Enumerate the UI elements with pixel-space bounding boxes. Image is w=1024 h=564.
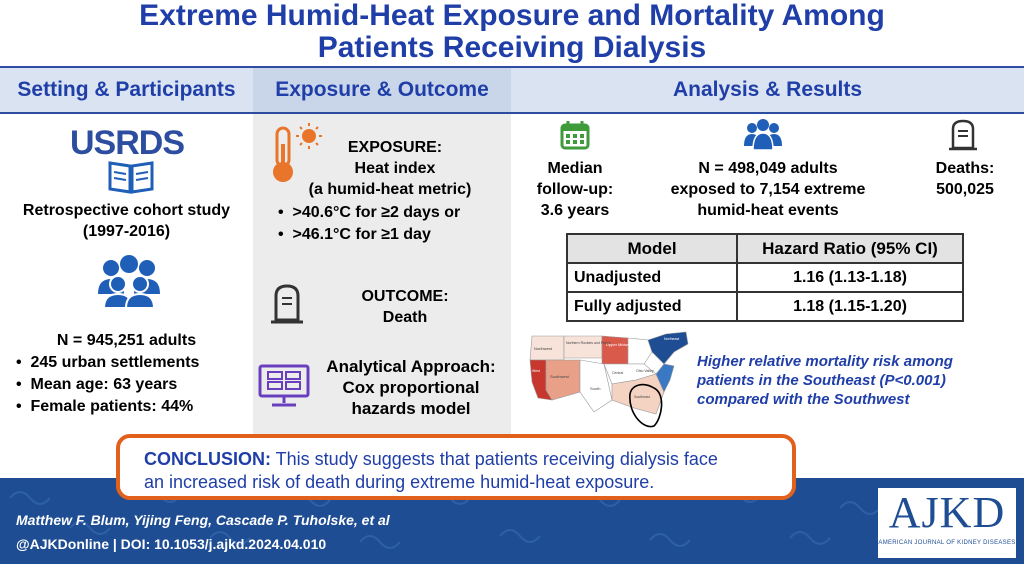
computer-analysis-icon [258,364,310,408]
approach-line2: Cox proportional [342,378,480,397]
followup-line3: 3.6 years [540,202,610,219]
study-design-line1: Retrospective cohort study [22,202,231,219]
usrds-logo [70,124,184,163]
title-line-1: Extreme Humid-Heat Exposure and Mortality Among [139,0,885,32]
map-label-west: West [532,369,540,373]
setting-bullet-3: • Female patients: 44% [16,398,194,415]
deaths-label: Deaths: [935,160,995,177]
ajkd-logo-text: AJKD [888,488,1006,537]
people-icon [744,118,782,152]
exposure-heading: EXPOSURE: [347,139,443,156]
regional-note-line2: patients in the Southeast (P<0.001) [697,372,946,389]
exposed-cohort-line3: humid-heat events [697,202,839,219]
header-exposure: Exposure & Outcome [253,68,511,112]
regional-finding-note [697,352,1017,409]
hazard-ratio-table [566,233,964,322]
regional-note-line1: Higher relative mortality risk among [697,353,953,370]
map-label-southeast: Southeast [634,395,650,399]
exposure-block [320,137,470,179]
outcome-value: Death [382,309,428,326]
footer-doi[interactable]: @AJKDonline | DOI: 10.1053/j.ajkd.2024.04.010 [16,536,327,552]
exposed-cohort-line2: exposed to 7,154 extreme [670,181,866,198]
setting-bullet-1: • 245 urban settlements [16,354,200,371]
conclusion-box [116,434,796,500]
map-label-upper-midwest: Upper Midwest [606,342,633,347]
table-row [567,292,963,321]
followup-line1: Median [547,160,603,177]
setting-bullet-2-text: Mean age: 63 years [30,376,178,393]
setting-bullet-1-text: 245 urban settlements [30,354,200,371]
map-label-northern-rockies: Northern Rockies and Plains [566,341,611,345]
conclusion-label: CONCLUSION: [144,449,271,469]
table-cell-hr: 1.18 (1.15-1.20) [737,292,963,321]
infographic-title [0,0,1024,64]
followup-line2: follow-up: [536,181,614,198]
table-cell-model: Fully adjusted [567,292,737,321]
map-label-northeast: Northeast [664,337,680,341]
header-setting: Setting & Participants [17,78,236,101]
approach-line3: hazards model [351,399,471,418]
ajkd-logo-subtitle: AMERICAN JOURNAL OF KIDNEY DISEASES [878,540,1016,546]
table-cell-model: Unadjusted [567,263,737,292]
book-icon [108,160,154,194]
map-label-south: South [590,386,601,391]
title-line-2: Patients Receiving Dialysis [317,31,707,64]
setting-bullet-2: • Mean age: 63 years [16,376,178,393]
outcome-heading: OUTCOME: [361,288,449,305]
people-group-icon [96,254,162,308]
exposure-bullet-2-text: >46.1°C for ≥1 day [292,226,431,243]
map-label-northwest: Northwest [534,346,553,351]
study-design [0,200,253,242]
header-analysis: Analysis & Results [672,78,863,101]
conclusion-text-1: This study suggests that patients receiving dialysis face [271,449,718,469]
table-cell-hr: 1.16 (1.13-1.18) [737,263,963,292]
conclusion-text-2: an increased risk of death during extreme humid-heat exposure. [144,472,655,492]
table-row [567,263,963,292]
study-design-line2: (1997-2016) [82,223,171,240]
table-header-model: Model [567,234,737,263]
exposure-metric: Heat index [354,160,436,177]
deaths-block [915,158,1015,200]
ajkd-logo [878,488,1016,558]
section-header-bar [0,66,1024,114]
followup-block [525,158,625,221]
tombstone-icon [270,282,304,326]
table-header-hr: Hazard Ratio (95% CI) [737,234,963,263]
cohort-size: N = 945,251 adults [56,332,197,349]
calendar-icon [560,120,590,150]
exposed-cohort-line1: N = 498,049 adults [698,160,838,177]
approach-block [312,356,510,419]
exposure-bullet-2: • >46.1°C for ≥1 day [278,226,431,243]
setting-bullet-3-text: Female patients: 44% [30,398,194,415]
tombstone-icon [948,118,978,152]
exposure-metric-desc: (a humid-heat metric) [308,181,472,198]
deaths-value: 500,025 [936,181,994,198]
conclusion-line1 [144,448,792,471]
table-header-row [567,234,963,263]
exposed-cohort-block [650,158,886,221]
usrds-logo-text: USRDS [70,124,185,162]
thermometer-sun-icon [265,122,325,184]
exposure-bullet-1-text: >40.6°C for ≥2 days or [292,204,461,221]
exposure-bullet-1: • >40.6°C for ≥2 days or [278,204,461,221]
us-climate-region-map [524,330,694,430]
regional-note-line3: compared with the Southwest [697,391,910,408]
map-label-southwest: Southwest [550,374,569,379]
footer-authors: Matthew F. Blum, Yijing Feng, Cascade P. Tuholske, et al [16,512,390,528]
map-label-ohio-valley: Ohio Valley [636,369,654,373]
map-label-central: Central [612,371,624,375]
approach-heading: Analytical Approach: [326,357,496,376]
outcome-block [330,286,480,328]
